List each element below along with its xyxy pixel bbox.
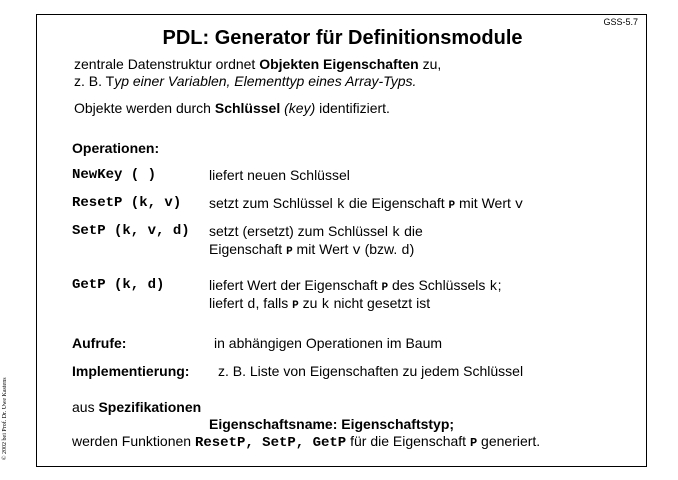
code-p: P xyxy=(286,246,293,258)
op-setp-desc-1 xyxy=(209,223,423,241)
code-d: d xyxy=(401,243,410,259)
desc-text: (bzw. xyxy=(360,241,402,257)
spec-text: werden Funktionen xyxy=(72,433,195,449)
intro-text: z. B. T xyxy=(74,73,115,89)
op-newkey-name: NewKey ( ) xyxy=(72,167,157,183)
intro-text: zentrale Datenstruktur ordnet xyxy=(74,56,260,72)
code-v: v xyxy=(514,197,524,213)
intro-text: identifiziert. xyxy=(315,100,390,116)
desc-text: mit Wert xyxy=(292,241,353,257)
desc-text: mit Wert xyxy=(455,195,515,211)
spec-line-3 xyxy=(72,433,540,451)
op-newkey-desc: liefert neuen Schlüssel xyxy=(209,167,350,183)
copyright-note: © 2002 bei Prof. Dr. Uwe Kastens xyxy=(2,377,8,460)
implementierung-label: Implementierung: xyxy=(72,363,190,379)
intro-text: zu, xyxy=(418,56,442,72)
spec-line-1 xyxy=(72,399,201,415)
intro-line-1 xyxy=(74,56,441,72)
desc-text: Eigenschaft xyxy=(209,241,287,257)
desc-text: , falls xyxy=(255,295,293,311)
code-k: k xyxy=(336,197,346,213)
spec-text: generiert. xyxy=(477,433,541,449)
op-getp-name: GetP (k, d) xyxy=(72,277,165,293)
desc-text: liefert Wert der Eigenschaft xyxy=(209,277,382,293)
code-p: P xyxy=(381,282,389,294)
intro-text: Objekte werden durch xyxy=(74,100,215,116)
desc-text: nicht gesetzt ist xyxy=(329,295,431,311)
op-setp-desc-2 xyxy=(209,241,414,259)
code-d: d xyxy=(247,297,256,313)
desc-text: ) xyxy=(409,241,415,257)
spec-bold: Spezifikationen xyxy=(98,399,202,415)
desc-text: setzt zum Schlüssel xyxy=(209,195,337,211)
desc-text: setzt (ersetzt) zum Schlüssel xyxy=(209,223,392,239)
code-k: k xyxy=(321,297,330,313)
intro-italic: (key) xyxy=(280,100,316,116)
code-k: k xyxy=(489,279,498,295)
desc-text: die Eigenschaft xyxy=(345,195,449,211)
spec-code-functions: ResetP, SetP, GetP xyxy=(194,435,347,451)
op-resetp-desc xyxy=(209,195,523,213)
intro-line-3 xyxy=(74,100,390,116)
aufrufe-text: in abhängigen Operationen im Baum xyxy=(214,335,443,351)
slide-frame xyxy=(36,14,647,467)
spec-text: für die Eigenschaft xyxy=(346,433,470,449)
spec-text: aus xyxy=(72,399,99,415)
op-getp-desc-2 xyxy=(209,295,430,313)
intro-line-2 xyxy=(74,73,416,89)
code-v: v xyxy=(352,243,361,259)
aufrufe-label: Aufrufe: xyxy=(72,335,127,351)
intro-bold: Schlüssel xyxy=(214,100,281,116)
desc-text: liefert xyxy=(209,295,248,311)
desc-text: des Schlüssels xyxy=(388,277,490,293)
intro-bold: Objekten Eigenschaften xyxy=(259,56,419,72)
implementierung-text: z. B. Liste von Eigenschaften zu jedem Schlüssel xyxy=(218,363,524,379)
code-p: P xyxy=(292,300,299,312)
spec-line-2: Eigenschaftsname: Eigenschaftstyp; xyxy=(209,416,455,432)
desc-text: ; xyxy=(497,277,502,293)
operations-heading: Operationen: xyxy=(72,140,160,156)
slide-title: PDL: Generator für Definitionsmodule xyxy=(162,27,523,49)
code-p: P xyxy=(469,436,478,450)
op-getp-desc-1 xyxy=(209,277,502,295)
op-setp-name: SetP (k, v, d) xyxy=(72,223,190,239)
op-resetp-name: ResetP (k, v) xyxy=(72,195,182,211)
code-p: P xyxy=(448,200,456,212)
intro-italic: yp einer Variablen, Elementtyp eines Array-Typs. xyxy=(114,73,417,89)
desc-text: die xyxy=(400,223,423,239)
desc-text: zu xyxy=(298,295,322,311)
slide-id: GSS-5.7 xyxy=(603,17,638,27)
code-k: k xyxy=(391,225,401,241)
